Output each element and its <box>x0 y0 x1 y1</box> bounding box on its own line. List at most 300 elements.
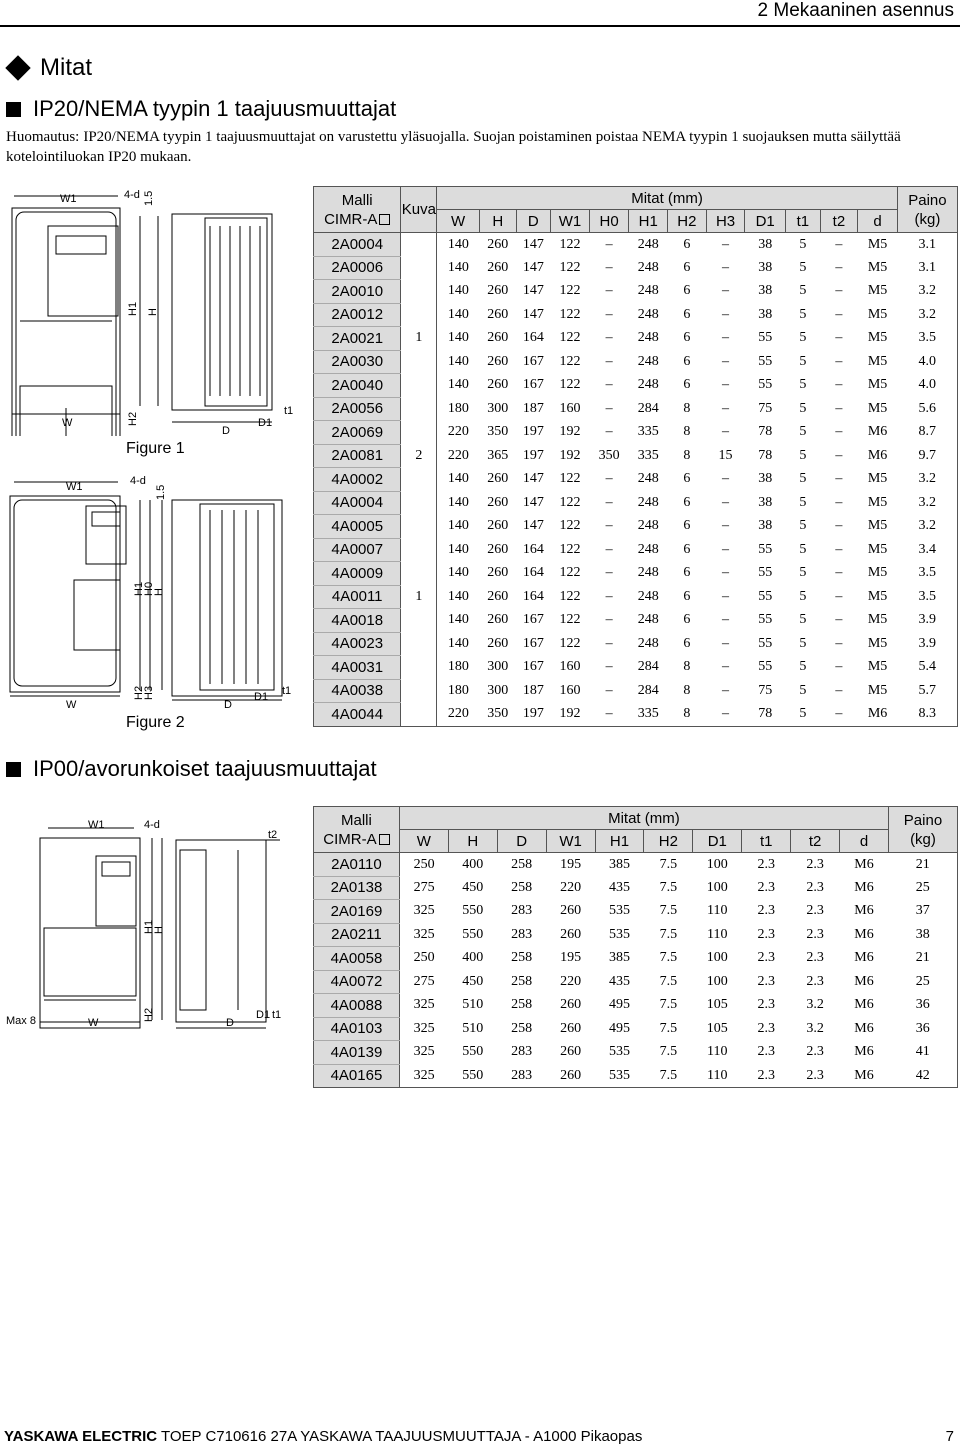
value-cell: 250 <box>413 856 435 872</box>
value-cell: 3.2 <box>897 515 957 539</box>
model-cell: 4A0038 <box>314 679 401 703</box>
value-cell: 5 <box>799 471 807 487</box>
ip00-w1-label: W1 <box>88 819 105 831</box>
value-cell: 248 <box>637 259 659 275</box>
value-cell: 260 <box>487 259 509 275</box>
value-cell: – <box>722 565 730 581</box>
value-cell: 2.3 <box>757 926 775 942</box>
table-row <box>314 374 958 398</box>
fig1-w-label: W <box>62 417 73 429</box>
ip20-col-h1: H1 <box>629 210 668 233</box>
ip00-title: IP00/avorunkoiset taajuusmuuttajat <box>33 756 377 781</box>
value-cell: 5.7 <box>897 679 957 703</box>
value-cell: – <box>722 400 730 416</box>
value-cell: 55 <box>758 353 773 369</box>
fig1-d-label: D <box>222 425 230 436</box>
value-cell: 300 <box>487 682 509 698</box>
kuva-cell <box>401 679 437 703</box>
value-cell: 6 <box>683 565 691 581</box>
value-cell: 55 <box>758 635 773 651</box>
table-row <box>314 1017 958 1041</box>
value-cell: 260 <box>487 236 509 252</box>
value-cell: 260 <box>560 1020 582 1036</box>
value-cell: 325 <box>413 1044 435 1060</box>
value-cell: 325 <box>399 1064 448 1088</box>
value-cell: 5 <box>799 377 807 393</box>
value-cell: 6 <box>683 471 691 487</box>
table-row <box>314 280 958 304</box>
figure-2-drawing <box>0 470 305 715</box>
model-cell: 4A0072 <box>314 970 400 994</box>
value-cell: 258 <box>511 973 533 989</box>
value-cell: 2.3 <box>806 856 824 872</box>
value-cell: 3.2 <box>806 1020 824 1036</box>
ip00-col-d: D <box>497 830 546 853</box>
value-cell: M6 <box>854 973 874 989</box>
value-cell: – <box>835 612 843 628</box>
ip20-col-kuva: Kuva <box>401 187 437 233</box>
value-cell: 147 <box>522 306 544 322</box>
value-cell: 164 <box>522 541 544 557</box>
value-cell: – <box>722 682 730 698</box>
value-cell: – <box>835 424 843 440</box>
value-cell: 495 <box>608 997 630 1013</box>
value-cell: 3.2 <box>897 303 957 327</box>
value-cell: 160 <box>559 682 581 698</box>
ip00-col-h1: H1 <box>595 830 644 853</box>
table-row <box>314 233 958 257</box>
ip20-col-t1: t1 <box>786 210 821 233</box>
value-cell: 38 <box>758 283 773 299</box>
ip20-col-weight-l1: Paino <box>908 191 947 209</box>
value-cell: M6 <box>854 1020 874 1036</box>
value-cell: 5 <box>799 330 807 346</box>
fig2-h0-label: H0 <box>143 581 155 596</box>
value-cell: 6 <box>683 541 691 557</box>
value-cell: 5 <box>799 424 807 440</box>
value-cell: 6 <box>683 588 691 604</box>
value-cell: 2.3 <box>742 1064 791 1088</box>
value-cell: 140 <box>447 518 469 534</box>
value-cell: 495 <box>608 1020 630 1036</box>
value-cell: – <box>835 330 843 346</box>
kuva-cell <box>401 397 437 421</box>
value-cell: 140 <box>447 377 469 393</box>
value-cell: 160 <box>559 659 581 675</box>
ip00-col-weight-l1: Paino <box>903 811 943 829</box>
value-cell: 2.3 <box>757 903 775 919</box>
table-row <box>314 900 958 924</box>
ip20-col-h2: H2 <box>668 210 707 233</box>
value-cell: 2.3 <box>791 1064 840 1088</box>
table-row <box>314 876 958 900</box>
fig2-side-outline <box>172 500 282 696</box>
value-cell: 5 <box>799 659 807 675</box>
value-cell: 2.3 <box>806 1044 824 1060</box>
value-cell: 400 <box>462 856 484 872</box>
value-cell: 147 <box>522 518 544 534</box>
value-cell: – <box>605 588 613 604</box>
model-cell: 4A0007 <box>314 538 401 562</box>
value-cell: 2.3 <box>757 950 775 966</box>
footer <box>4 1428 642 1445</box>
value-cell: 110 <box>693 1064 742 1088</box>
value-cell: 15 <box>718 447 733 463</box>
value-cell: 365 <box>487 447 509 463</box>
kuva-cell <box>401 280 437 304</box>
value-cell: 5 <box>799 353 807 369</box>
fig2-w-label: W <box>66 699 77 711</box>
value-cell: 122 <box>559 377 581 393</box>
value-cell: 2.3 <box>757 879 775 895</box>
value-cell: 248 <box>637 330 659 346</box>
value-cell: 2.3 <box>806 926 824 942</box>
value-cell: 147 <box>522 283 544 299</box>
kuva-cell <box>401 256 437 280</box>
value-cell: 140 <box>447 588 469 604</box>
page-number: 7 <box>945 1428 954 1445</box>
value-cell: 435 <box>608 973 630 989</box>
table-row <box>314 1041 958 1065</box>
value-cell: – <box>605 612 613 628</box>
value-cell: 5.4 <box>897 656 957 680</box>
value-cell: 122 <box>559 283 581 299</box>
note-label: Huomautus: <box>6 129 80 145</box>
ip00-display <box>102 862 130 876</box>
ip20-dimensions-table <box>313 186 958 727</box>
section-title: Mitat <box>40 54 93 81</box>
value-cell: – <box>722 306 730 322</box>
table-row <box>314 947 958 971</box>
value-cell: 140 <box>447 353 469 369</box>
value-cell: 140 <box>447 259 469 275</box>
value-cell: 248 <box>637 612 659 628</box>
value-cell: 5.6 <box>897 397 957 421</box>
ip00-col-h: H <box>448 830 497 853</box>
ip00-col-model-l1: Malli <box>341 811 372 829</box>
value-cell: 122 <box>559 330 581 346</box>
value-cell: – <box>706 703 745 727</box>
value-cell: 55 <box>758 588 773 604</box>
fig1-front-outline <box>12 208 120 436</box>
value-cell: 3.1 <box>897 233 957 257</box>
value-cell: 5 <box>799 236 807 252</box>
value-cell: 260 <box>560 926 582 942</box>
fig2-4d-label: 4-d <box>130 475 146 487</box>
value-cell: 2.3 <box>757 973 775 989</box>
value-cell: M5 <box>867 541 888 557</box>
value-cell: 550 <box>462 903 484 919</box>
value-cell: 260 <box>546 1064 595 1088</box>
ip20-col-model <box>314 187 401 233</box>
figure-1-caption: Figure 1 <box>126 440 185 457</box>
value-cell: 220 <box>437 703 480 727</box>
table-row <box>314 923 958 947</box>
value-cell: 36 <box>888 1017 957 1041</box>
value-cell: 3.2 <box>897 491 957 515</box>
value-cell: 248 <box>637 518 659 534</box>
value-cell: 41 <box>888 1041 957 1065</box>
value-cell: – <box>589 703 629 727</box>
model-cell: 4A0088 <box>314 994 400 1018</box>
ip00-col-d1: D1 <box>693 830 742 853</box>
fig1-h1-label: H1 <box>127 301 139 316</box>
value-cell: 187 <box>522 682 544 698</box>
kuva-cell <box>401 303 437 327</box>
value-cell: 7.5 <box>659 1044 678 1060</box>
value-cell: M5 <box>867 635 888 651</box>
ip00-col-t2: t2 <box>791 830 840 853</box>
value-cell: 38 <box>758 471 773 487</box>
value-cell: 535 <box>608 903 630 919</box>
note-text: IP20/NEMA tyypin 1 taajuusmuuttajat on varustettu yläsuojalla. Suojan poistaminen poistaa NEMA tyypin 1 suojauksen mutta säilyttää kotelointiluokan IP20 mukaan. <box>6 129 901 165</box>
value-cell: 2.3 <box>757 856 775 872</box>
ip00-w-label: W <box>88 1017 99 1029</box>
value-cell: M6 <box>854 1044 874 1060</box>
fig1-t1-label: t1 <box>284 405 294 417</box>
ip20-col-w1: W1 <box>551 210 590 233</box>
fig1-4d-label: 4-d <box>124 189 140 201</box>
value-cell: – <box>605 659 613 675</box>
ip20-col-w: W <box>437 210 480 233</box>
value-cell: 122 <box>559 612 581 628</box>
model-cell: 4A0009 <box>314 562 401 586</box>
ip20-col-d: D <box>516 210 551 233</box>
value-cell: 122 <box>559 259 581 275</box>
value-cell: – <box>835 588 843 604</box>
value-cell: 260 <box>487 471 509 487</box>
fig1-h-label: H <box>147 308 159 316</box>
value-cell: 75 <box>758 400 773 416</box>
table-row <box>314 994 958 1018</box>
value-cell: 122 <box>559 494 581 510</box>
ip00-col-weight-l2: (kg) <box>910 830 936 848</box>
value-cell: 75 <box>758 682 773 698</box>
model-cell: 2A0021 <box>314 327 401 351</box>
value-cell: 510 <box>462 1020 484 1036</box>
value-cell: 5 <box>799 541 807 557</box>
value-cell: 350 <box>487 424 509 440</box>
value-cell: 42 <box>888 1064 957 1088</box>
kuva-cell <box>401 703 437 727</box>
value-cell: 7.5 <box>659 973 678 989</box>
kuva-cell <box>401 350 437 374</box>
ip00-h2-label: H2 <box>143 1007 155 1022</box>
model-cell: 4A0058 <box>314 947 400 971</box>
value-cell: M5 <box>867 518 888 534</box>
value-cell: 3.2 <box>897 468 957 492</box>
fig2-15-label: 1.5 <box>155 484 167 500</box>
kuva-cell: 1 <box>401 327 437 351</box>
value-cell: 6 <box>683 353 691 369</box>
value-cell: 248 <box>637 236 659 252</box>
fig2-front-outline <box>10 496 120 692</box>
value-cell: 38 <box>758 236 773 252</box>
value-cell: – <box>722 259 730 275</box>
value-cell: 3.5 <box>897 562 957 586</box>
ip00-h1-label: H1 <box>143 919 155 934</box>
note <box>6 127 926 167</box>
kuva-cell <box>401 468 437 492</box>
value-cell: 140 <box>447 635 469 651</box>
value-cell: 325 <box>413 926 435 942</box>
value-cell: 258 <box>511 1020 533 1036</box>
value-cell: 385 <box>608 856 630 872</box>
value-cell: 258 <box>511 950 533 966</box>
kuva-cell <box>401 632 437 656</box>
value-cell: 8 <box>683 659 691 675</box>
table-row <box>314 703 958 727</box>
value-cell: 2.3 <box>806 903 824 919</box>
section-heading <box>6 54 92 82</box>
value-cell: – <box>605 494 613 510</box>
value-cell: 8.3 <box>897 703 957 727</box>
table-row <box>314 679 958 703</box>
value-cell: 248 <box>637 565 659 581</box>
value-cell: 260 <box>560 1044 582 1060</box>
value-cell: 260 <box>487 377 509 393</box>
value-cell: 164 <box>522 588 544 604</box>
table-row <box>314 350 958 374</box>
value-cell: 535 <box>595 1064 644 1088</box>
value-cell: 260 <box>487 518 509 534</box>
ip00-col-h2: H2 <box>644 830 693 853</box>
ip00-figure-drawing <box>0 810 300 1040</box>
value-cell: M5 <box>867 565 888 581</box>
model-cell: 4A0005 <box>314 515 401 539</box>
ip20-table-body <box>314 233 958 727</box>
value-cell: 9.7 <box>897 444 957 468</box>
value-cell: 105 <box>706 997 728 1013</box>
value-cell: 5 <box>799 612 807 628</box>
value-cell: 260 <box>487 612 509 628</box>
value-cell: 6 <box>683 283 691 299</box>
value-cell: M5 <box>867 659 888 675</box>
value-cell: 258 <box>511 997 533 1013</box>
value-cell: 7.5 <box>659 879 678 895</box>
table-row <box>314 468 958 492</box>
value-cell: 220 <box>447 447 469 463</box>
model-cell: 4A0139 <box>314 1041 400 1065</box>
value-cell: 260 <box>487 306 509 322</box>
value-cell: 110 <box>707 1044 728 1060</box>
value-cell: 192 <box>559 424 581 440</box>
value-cell: 6 <box>683 377 691 393</box>
value-cell: 6 <box>683 259 691 275</box>
ip00-col-t1: t1 <box>742 830 791 853</box>
value-cell: 147 <box>522 471 544 487</box>
table-row <box>314 303 958 327</box>
value-cell: 140 <box>447 541 469 557</box>
value-cell: – <box>820 703 858 727</box>
value-cell: 140 <box>447 236 469 252</box>
value-cell: M5 <box>867 259 888 275</box>
value-cell: 5 <box>799 259 807 275</box>
value-cell: – <box>835 565 843 581</box>
value-cell: 3.1 <box>897 256 957 280</box>
value-cell: 6 <box>683 306 691 322</box>
model-cell: 2A0040 <box>314 374 401 398</box>
value-cell: – <box>722 353 730 369</box>
value-cell: 55 <box>758 377 773 393</box>
square-bullet-icon <box>6 762 21 777</box>
table-row <box>314 421 958 445</box>
value-cell: – <box>835 682 843 698</box>
table-row <box>314 970 958 994</box>
ip20-col-h: H <box>479 210 516 233</box>
fig2-h2-label: H2 <box>133 685 145 700</box>
value-cell: 248 <box>637 377 659 393</box>
value-cell: 140 <box>447 306 469 322</box>
value-cell: 7.5 <box>659 997 678 1013</box>
value-cell: – <box>722 471 730 487</box>
value-cell: 3.4 <box>897 538 957 562</box>
value-cell: 110 <box>707 903 728 919</box>
value-cell: 8 <box>683 400 691 416</box>
value-cell: M6 <box>867 447 888 463</box>
table-row <box>314 1064 958 1088</box>
value-cell: 197 <box>516 703 551 727</box>
value-cell: 100 <box>706 973 728 989</box>
value-cell: 55 <box>758 565 773 581</box>
fig2-d-label: D <box>224 699 232 711</box>
kuva-cell <box>401 374 437 398</box>
value-cell: 4.0 <box>897 374 957 398</box>
footer-brand: YASKAWA ELECTRIC <box>4 1428 158 1445</box>
value-cell: 550 <box>448 1064 497 1088</box>
value-cell: 260 <box>560 903 582 919</box>
ip20-col-weight-l2: (kg) <box>914 210 941 228</box>
model-cell: 4A0103 <box>314 1017 400 1041</box>
value-cell: 195 <box>560 950 582 966</box>
value-cell: 25 <box>888 876 957 900</box>
fig2-w1-label: W1 <box>66 481 83 493</box>
value-cell: 2.3 <box>806 879 824 895</box>
model-cell: 2A0004 <box>314 233 401 257</box>
value-cell: 122 <box>559 306 581 322</box>
value-cell: 140 <box>447 565 469 581</box>
value-cell: – <box>605 377 613 393</box>
value-cell: 180 <box>447 682 469 698</box>
value-cell: 325 <box>413 997 435 1013</box>
model-cell: 4A0004 <box>314 491 401 515</box>
model-cell: 4A0011 <box>314 585 401 609</box>
model-cell: 2A0211 <box>314 923 400 947</box>
value-cell: 284 <box>637 400 659 416</box>
value-cell: M6 <box>867 424 888 440</box>
value-cell: 248 <box>637 471 659 487</box>
value-cell: 5 <box>799 635 807 651</box>
value-cell: 325 <box>413 1020 435 1036</box>
value-cell: – <box>722 588 730 604</box>
value-cell: 140 <box>447 494 469 510</box>
model-cell: 4A0165 <box>314 1064 400 1088</box>
value-cell: 8.7 <box>897 421 957 445</box>
value-cell: 8 <box>683 682 691 698</box>
ip20-col-weight <box>897 187 957 233</box>
value-cell: – <box>835 353 843 369</box>
value-cell: 248 <box>637 635 659 651</box>
value-cell: – <box>835 306 843 322</box>
value-cell: 550 <box>462 1044 484 1060</box>
value-cell: 197 <box>522 447 544 463</box>
value-cell: 5 <box>799 447 807 463</box>
ip00-heading <box>6 756 377 782</box>
value-cell: 5 <box>799 565 807 581</box>
value-cell: 6 <box>683 612 691 628</box>
value-cell: 5 <box>799 283 807 299</box>
value-cell: M5 <box>867 612 888 628</box>
